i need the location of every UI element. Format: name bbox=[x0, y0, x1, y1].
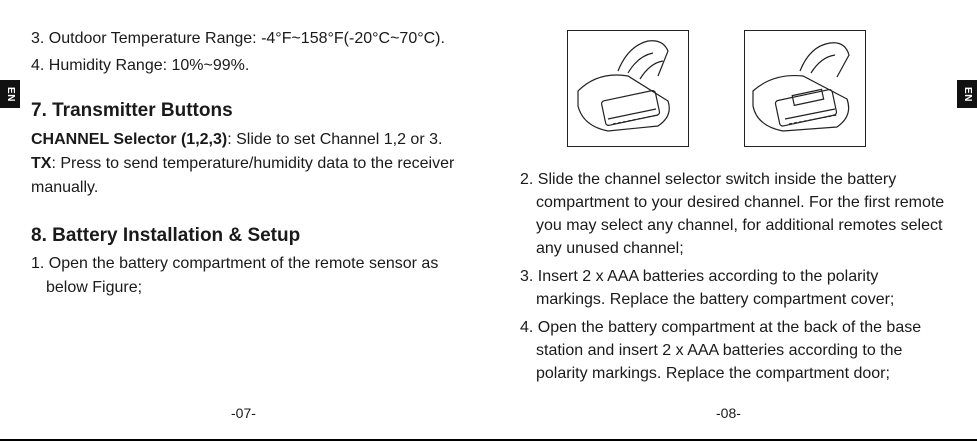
page-number-left: -07- bbox=[231, 405, 256, 421]
language-tab-left bbox=[0, 80, 20, 108]
channel-selector-desc bbox=[31, 129, 442, 151]
step-1-line-2: below Figure; bbox=[46, 279, 143, 296]
section-8-heading: 8. Battery Installation & Setup bbox=[31, 225, 301, 246]
tx-text: : Press to send temperature/humidity data to the receiver bbox=[51, 155, 455, 172]
tx-desc-cont: manually. bbox=[31, 179, 99, 196]
humidity-range: 4. Humidity Range: 10%~99%. bbox=[31, 57, 250, 74]
step-2-line-2: compartment to your desired channel. For the first remote bbox=[536, 194, 945, 211]
step-2-line-1: 2. Slide the channel selector switch inside the battery bbox=[520, 171, 897, 188]
language-tab-label: EN bbox=[961, 86, 973, 102]
channel-selector-label: CHANNEL Selector (1,2,3) bbox=[31, 131, 228, 148]
hand-holding-sensor-icon bbox=[745, 31, 865, 146]
step-2-line-4: any unused channel; bbox=[536, 240, 684, 257]
page-right bbox=[488, 0, 977, 442]
page-number-right: -08- bbox=[716, 405, 741, 421]
tx-desc bbox=[31, 153, 454, 175]
language-tab-label: EN bbox=[4, 86, 16, 102]
step-1-line-1: 1. Open the battery compartment of the remote sensor as bbox=[31, 255, 439, 272]
outdoor-temp-range: 3. Outdoor Temperature Range: -4°F~158°F(-20°C~70°C). bbox=[31, 30, 445, 47]
step-2-line-3: you may select any channel, for additional remotes select bbox=[536, 217, 943, 234]
channel-selector-text: : Slide to set Channel 1,2 or 3. bbox=[227, 131, 443, 148]
figure-remote-sensor-open bbox=[567, 30, 689, 147]
step-3-line-2: markings. Replace the battery compartment cover; bbox=[536, 291, 895, 308]
tx-label: TX bbox=[31, 155, 52, 172]
language-tab-right bbox=[957, 80, 977, 108]
step-4-line-3: polarity markings. Replace the compartment door; bbox=[536, 365, 890, 382]
section-7-heading: 7. Transmitter Buttons bbox=[31, 100, 233, 121]
hand-holding-sensor-icon bbox=[568, 31, 688, 146]
figure-remote-sensor-battery bbox=[744, 30, 866, 147]
step-3-line-1: 3. Insert 2 x AAA batteries according to the polarity bbox=[520, 268, 879, 285]
page-left bbox=[0, 0, 488, 442]
step-4-line-1: 4. Open the battery compartment at the back of the base bbox=[520, 319, 922, 336]
step-4-line-2: station and insert 2 x AAA batteries according to the bbox=[536, 342, 903, 359]
bottom-rule bbox=[0, 439, 977, 441]
